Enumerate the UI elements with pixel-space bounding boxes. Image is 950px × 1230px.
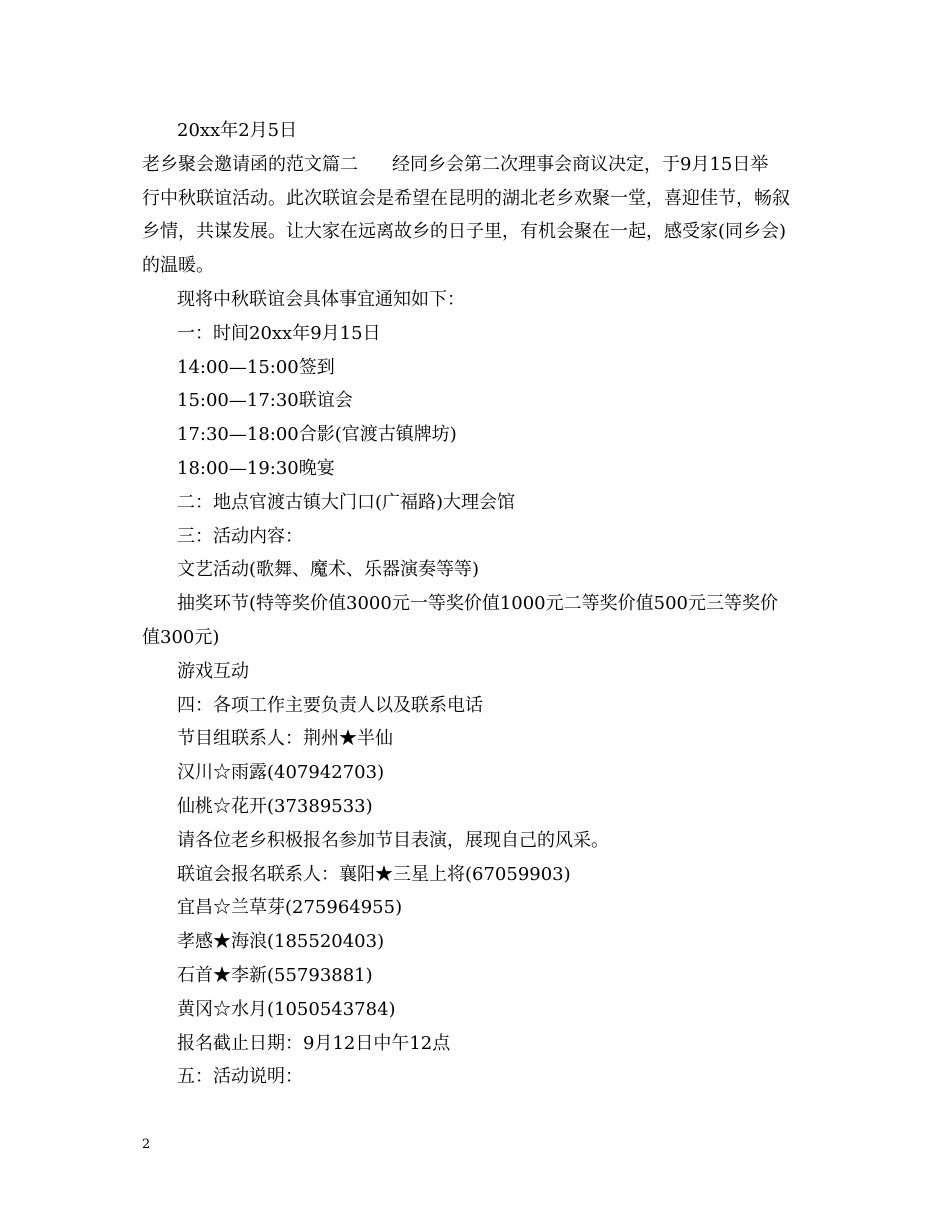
contact-line: 石首★李新(55793881)	[177, 964, 373, 986]
contacts-heading-line: 四：各项工作主要负责人以及联系电话	[177, 694, 483, 716]
activity-heading-line: 三：活动内容：	[177, 525, 303, 547]
time-heading-line: 一：时间20xx年9月15日	[177, 322, 381, 344]
contact-line: 仙桃☆花开(37389533)	[177, 795, 373, 817]
paragraph-line: 的温暖。	[142, 255, 214, 277]
page-number: 2	[142, 1137, 151, 1152]
date-line: 20xx年2月5日	[177, 120, 298, 141]
contact-line: 节目组联系人：荆州★半仙	[177, 728, 393, 750]
paragraph-line: 行中秋联谊活动。此次联谊会是希望在昆明的湖北老乡欢聚一堂，喜迎佳节，畅叙	[142, 187, 790, 209]
contact-line: 宜昌☆兰草芽(275964955)	[177, 897, 403, 919]
paragraph-text: 经同乡会第二次理事会商议决定，于9月15日举	[392, 153, 769, 175]
activity-item: 抽奖环节(特等奖价值3000元一等奖价值1000元二等奖价值500元三等奖价	[177, 593, 778, 615]
activity-item-continuation: 值300元)	[142, 626, 220, 648]
contact-line: 汉川☆雨露(407942703)	[177, 762, 385, 784]
deadline-line: 报名截止日期：9月12日中午12点	[177, 1032, 451, 1054]
schedule-item: 15:00—17:30联谊会	[177, 390, 353, 412]
schedule-item: 17:30—18:00合影(官渡古镇牌坊)	[177, 424, 457, 446]
schedule-item: 18:00—19:30晚宴	[177, 457, 335, 479]
section-heading: 老乡聚会邀请函的范文篇二	[142, 153, 358, 175]
activity-item: 游戏互动	[177, 660, 249, 682]
contact-line: 孝感★海浪(185520403)	[177, 931, 385, 953]
contact-line: 黄冈☆水月(1050543784)	[177, 998, 396, 1020]
contact-line: 联谊会报名联系人：襄阳★三星上将(67059903)	[177, 863, 571, 885]
notes-heading-line: 五：活动说明：	[177, 1066, 303, 1088]
document-body	[142, 114, 812, 1094]
schedule-item: 14:00—15:00签到	[177, 356, 335, 378]
section-heading-line	[142, 148, 812, 182]
invitation-line: 请各位老乡积极报名参加节目表演，展现自己的风采。	[177, 829, 609, 851]
paragraph-line: 乡情，共谋发展。让大家在远离故乡的日子里，有机会聚在一起，感受家(同乡会)	[142, 221, 787, 243]
location-line: 二：地点官渡古镇大门口(广福路)大理会馆	[177, 491, 516, 513]
activity-item: 文艺活动(歌舞、魔术、乐器演奏等等)	[177, 559, 480, 581]
notice-intro-line: 现将中秋联谊会具体事宜通知如下：	[177, 288, 465, 310]
